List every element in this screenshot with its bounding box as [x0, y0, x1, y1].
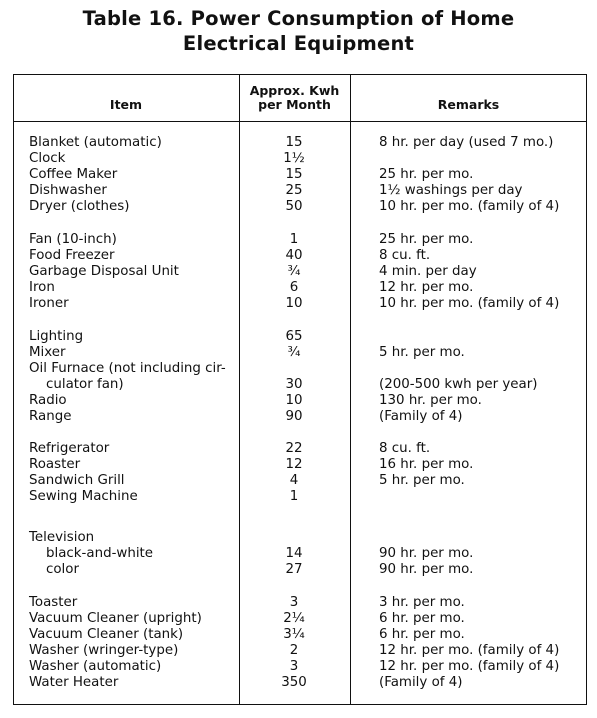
table-row — [0, 627, 597, 643]
table-row — [0, 611, 597, 627]
table-row — [0, 473, 597, 489]
kwh-cell: 15 — [285, 167, 303, 182]
table-row — [0, 135, 597, 151]
kwh-cell: 22 — [285, 441, 303, 456]
table-row — [0, 264, 597, 280]
kwh-cell: 1 — [289, 232, 299, 247]
kwh-cell: 14 — [285, 546, 303, 561]
remarks-cell: 90 hr. per mo. — [379, 546, 474, 561]
item-cell: Television — [29, 530, 95, 545]
table-row — [0, 562, 597, 578]
item-cell: Lighting — [29, 329, 84, 344]
item-cell: culator fan) — [46, 377, 124, 392]
kwh-cell: 25 — [285, 183, 303, 198]
item-cell: Water Heater — [29, 675, 119, 690]
header-kwh-line-2: per Month — [258, 97, 331, 112]
remarks-cell: 8 cu. ft. — [379, 248, 431, 263]
kwh-cell: 1 — [289, 489, 299, 504]
kwh-cell: 40 — [285, 248, 303, 263]
table-title-line-2: Electrical Equipment — [182, 32, 415, 55]
table-row — [0, 329, 597, 345]
kwh-cell: ¾ — [287, 345, 301, 360]
remarks-cell: 6 hr. per mo. — [379, 611, 465, 626]
item-cell: Dishwasher — [29, 183, 107, 198]
header-divider — [13, 121, 587, 122]
remarks-cell: (200-500 kwh per year) — [379, 377, 538, 392]
item-cell: Mixer — [29, 345, 66, 360]
item-cell: black-and-white — [46, 546, 154, 561]
table-row — [0, 546, 597, 562]
item-cell: Vacuum Cleaner (tank) — [29, 627, 184, 642]
remarks-cell: 3 hr. per mo. — [379, 595, 465, 610]
table-row — [0, 659, 597, 675]
table-title-line-1: Table 16. Power Consumption of Home — [82, 7, 515, 30]
item-cell: Toaster — [29, 595, 78, 610]
table-row — [0, 183, 597, 199]
remarks-cell: 6 hr. per mo. — [379, 627, 465, 642]
remarks-cell: 8 cu. ft. — [379, 441, 431, 456]
item-cell: Sewing Machine — [29, 489, 138, 504]
remarks-cell: 8 hr. per day (used 7 mo.) — [379, 135, 554, 150]
kwh-cell: 3¼ — [283, 627, 305, 642]
kwh-cell: 3 — [289, 595, 299, 610]
table-row — [0, 377, 597, 393]
header-item: Item — [109, 97, 143, 112]
kwh-cell: 27 — [285, 562, 303, 577]
remarks-cell: 5 hr. per mo. — [379, 473, 465, 488]
header-remarks: Remarks — [437, 97, 500, 112]
item-cell: Vacuum Cleaner (upright) — [29, 611, 202, 626]
remarks-cell: 16 hr. per mo. — [379, 457, 474, 472]
item-cell: Range — [29, 409, 72, 424]
kwh-cell: 4 — [289, 473, 299, 488]
kwh-cell: 65 — [285, 329, 303, 344]
kwh-cell: 12 — [285, 457, 303, 472]
table-row — [0, 643, 597, 659]
remarks-cell: 10 hr. per mo. (family of 4) — [379, 199, 560, 214]
item-cell: Refrigerator — [29, 441, 110, 456]
table-row — [0, 393, 597, 409]
item-cell: Dryer (clothes) — [29, 199, 130, 214]
item-cell: Blanket (automatic) — [29, 135, 162, 150]
remarks-cell: 12 hr. per mo. (family of 4) — [379, 643, 560, 658]
kwh-cell: 2 — [289, 643, 299, 658]
table-row — [0, 489, 597, 505]
item-cell: Oil Furnace (not including cir- — [29, 361, 226, 376]
item-cell: Sandwich Grill — [29, 473, 125, 488]
kwh-cell: 90 — [285, 409, 303, 424]
kwh-cell: 2¼ — [283, 611, 305, 626]
item-cell: Washer (wringer-type) — [29, 643, 179, 658]
kwh-cell: 10 — [285, 296, 303, 311]
kwh-cell: 350 — [281, 675, 307, 690]
table-row — [0, 296, 597, 312]
item-cell: Iron — [29, 280, 55, 295]
kwh-cell: 30 — [285, 377, 303, 392]
remarks-cell: 5 hr. per mo. — [379, 345, 465, 360]
kwh-cell: 1½ — [283, 151, 305, 166]
remarks-cell: 25 hr. per mo. — [379, 167, 474, 182]
table-row — [0, 530, 597, 546]
table-row — [0, 675, 597, 691]
item-cell: Fan (10-inch) — [29, 232, 117, 247]
remarks-cell: (Family of 4) — [379, 409, 463, 424]
item-cell: Coffee Maker — [29, 167, 118, 182]
item-cell: Roaster — [29, 457, 81, 472]
table-row — [0, 441, 597, 457]
table-row — [0, 457, 597, 473]
table-row — [0, 199, 597, 215]
remarks-cell: 12 hr. per mo. — [379, 280, 474, 295]
remarks-cell: 10 hr. per mo. (family of 4) — [379, 296, 560, 311]
item-cell: Ironer — [29, 296, 69, 311]
remarks-cell: (Family of 4) — [379, 675, 463, 690]
item-cell: Garbage Disposal Unit — [29, 264, 179, 279]
remarks-cell: 90 hr. per mo. — [379, 562, 474, 577]
remarks-cell: 4 min. per day — [379, 264, 477, 279]
table-row — [0, 167, 597, 183]
header-kwh-line-1: Approx. Kwh — [249, 83, 340, 98]
table-row — [0, 345, 597, 361]
kwh-cell: 10 — [285, 393, 303, 408]
remarks-cell: 25 hr. per mo. — [379, 232, 474, 247]
item-cell: Washer (automatic) — [29, 659, 162, 674]
kwh-cell: 3 — [289, 659, 299, 674]
item-cell: Radio — [29, 393, 67, 408]
kwh-cell: 6 — [289, 280, 299, 295]
remarks-cell: 12 hr. per mo. (family of 4) — [379, 659, 560, 674]
item-cell: Clock — [29, 151, 66, 166]
table-row — [0, 409, 597, 425]
remarks-cell: 130 hr. per mo. — [379, 393, 482, 408]
table-row — [0, 248, 597, 264]
table-row — [0, 232, 597, 248]
table-row — [0, 151, 597, 167]
item-cell: Food Freezer — [29, 248, 115, 263]
item-cell: color — [46, 562, 79, 577]
kwh-cell: 50 — [285, 199, 303, 214]
remarks-cell: 1½ washings per day — [379, 183, 523, 198]
kwh-cell: ¾ — [287, 264, 301, 279]
table-row — [0, 361, 597, 377]
table-row — [0, 595, 597, 611]
kwh-cell: 15 — [285, 135, 303, 150]
table-row — [0, 280, 597, 296]
